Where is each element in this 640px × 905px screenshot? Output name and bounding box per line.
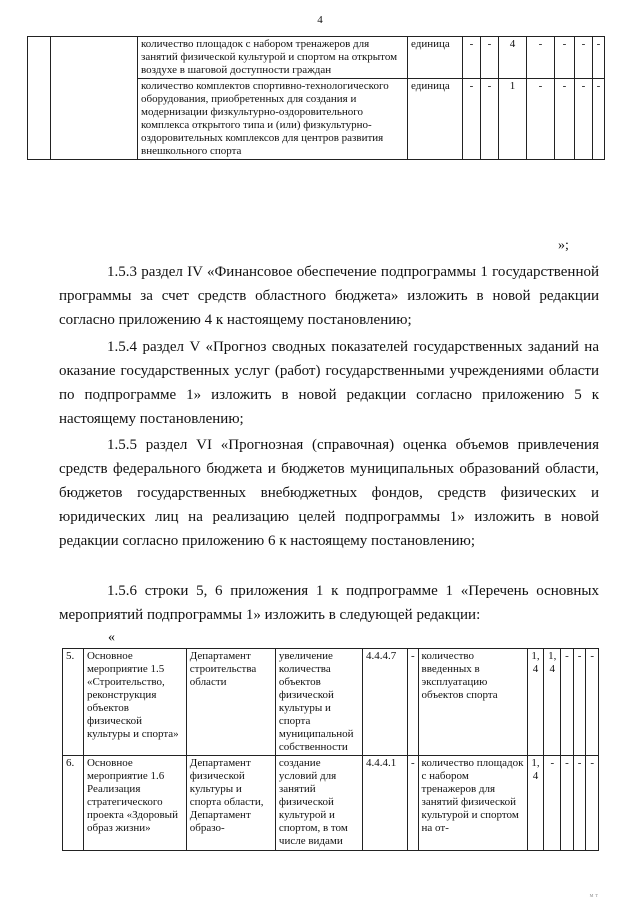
table-row <box>28 37 605 79</box>
page-number: 4 <box>317 14 323 26</box>
row-number: 5. <box>63 649 84 756</box>
value-cell: 1, 4 <box>544 649 561 756</box>
value-cell: - <box>586 756 599 851</box>
paragraph-1-5-6: 1.5.6 строки 5, 6 приложения 1 к подпрограмме 1 «Перечень основных мероприятий подпрограммы 1» изложить в следующей редакции: <box>59 583 599 623</box>
event-cell: Основное мероприятие 1.6 Реализация стратегического проекта «Здоровый образ жизни» <box>83 756 186 851</box>
code-cell: 4.4.4.1 <box>362 756 407 851</box>
value-cell: 4 <box>499 37 527 79</box>
value-cell: - <box>481 79 499 160</box>
paragraph-1-5-4: 1.5.4 раздел V «Прогноз сводных показателей государственных заданий на оказание государственных услуг (работ) государственными учреждениями области по подпрограмме 1» изложить в новой редакции согласно приложению 5 к настоящему постановлению; <box>59 339 599 427</box>
value-cell: - <box>593 79 605 160</box>
paragraph-1-5-3: 1.5.3 раздел IV «Финансовое обеспечение подпрограммы 1 государственной программы за счет средств областного бюджета» изложить в новой редакции согласно приложению 4 к настоящему постановлению; <box>59 264 599 328</box>
value-cell: 1 <box>499 79 527 160</box>
value-cell: - <box>527 37 555 79</box>
unit-cell: единица <box>408 79 463 160</box>
table-row <box>63 756 599 851</box>
executor-cell: Департамент строительства области <box>186 649 275 756</box>
value-cell: - <box>573 649 586 756</box>
indicator-cell: количество площадок с набором тренажеров для занятий физической культурой и спортом на от- <box>418 756 527 851</box>
value-cell: - <box>573 756 586 851</box>
result-cell: создание условий для занятий физической культурой и спортом, в том числе видами <box>275 756 362 851</box>
bottom-table <box>62 648 599 851</box>
value-cell: - <box>575 79 593 160</box>
scan-mark: мт <box>589 893 600 899</box>
value-cell: 1, 4 <box>527 649 544 756</box>
executor-cell: Департамент физической культуры и спорта области, Департамент образо- <box>186 756 275 851</box>
event-cell: Основное мероприятие 1.5 «Строительство, реконструкция объектов физической культуры и спорта» <box>83 649 186 756</box>
top-table <box>27 36 605 160</box>
dash-cell: - <box>408 649 418 756</box>
value-cell: - <box>586 649 599 756</box>
indicator-cell: количество комплектов спортивно-технологического оборудования, приобретенных для создания и модернизации физкультурно-оздоровительного комплекса открытого типа и (или) физкультурно-оздоровительных комплексов для центров развития внешкольного спорта <box>138 79 408 160</box>
result-cell: увеличение количества объектов физической культуры и спорта муниципальной собственности <box>275 649 362 756</box>
code-cell: 4.4.4.7 <box>362 649 407 756</box>
dash-cell: - <box>408 756 418 851</box>
indicator-cell: количество введенных в эксплуатацию объектов спорта <box>418 649 527 756</box>
row-number: 6. <box>63 756 84 851</box>
value-cell: - <box>527 79 555 160</box>
indicator-cell: количество площадок с набором тренажеров для занятий физической культурой и спортом на открытом воздухе в шаговой доступности граждан <box>138 37 408 79</box>
table-row <box>63 649 599 756</box>
open-quote: « <box>108 630 115 645</box>
value-cell: - <box>561 649 574 756</box>
closing-quote: »; <box>558 238 569 253</box>
value-cell: - <box>544 756 561 851</box>
unit-cell: единица <box>408 37 463 79</box>
value-cell: - <box>555 79 575 160</box>
value-cell: - <box>561 756 574 851</box>
value-cell: - <box>555 37 575 79</box>
value-cell: - <box>481 37 499 79</box>
value-cell: - <box>463 37 481 79</box>
value-cell: - <box>575 37 593 79</box>
paragraph-1-5-5: 1.5.5 раздел VI «Прогнозная (справочная) оценка объемов привлечения средств федерального бюджета и бюджетов муниципальных образований области, бюджетов государственных внебюджетных фондов, средств физических и юридических лиц на реализацию целей подпрограммы 1» изложить в новой редакции согласно приложению 6 к настоящему постановлению; <box>59 437 599 549</box>
value-cell: - <box>593 37 605 79</box>
value-cell: - <box>463 79 481 160</box>
value-cell: 1, 4 <box>527 756 544 851</box>
